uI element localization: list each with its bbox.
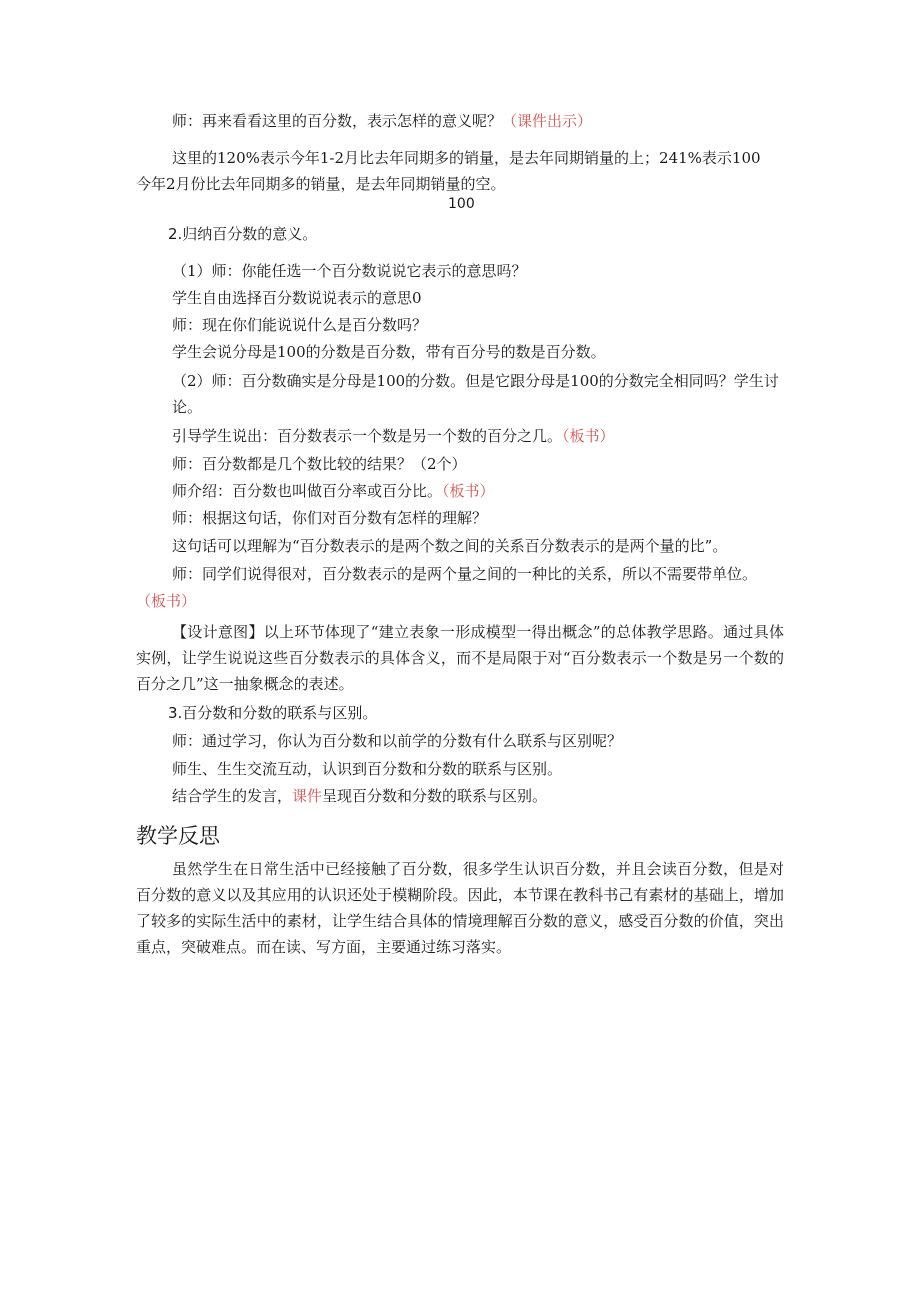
answer-2: 学生会说分母是100的分数是百分数，带有百分号的数是百分数。 <box>172 343 606 361</box>
question-2: 师：现在你们能说说什么是百分数吗？ <box>172 316 428 334</box>
note-courseware: （课件出示） <box>502 112 593 130</box>
teacher-intro: 师介绍：百分数也叫做百分率或百分比。（板书） <box>172 482 495 500</box>
note-board-1: （板书） <box>562 427 615 445</box>
answer-5: 这句话可以理解为“百分数表示的是两个数之间的关系百分数表示的是两个量的比”。 <box>172 537 728 555</box>
section-title-3: 3.百分数和分数的联系与区别。 <box>168 704 378 722</box>
question-7: 师：通过学习，你认为百分数和以前学的分数有什么联系与区别呢？ <box>172 732 623 750</box>
answer-1: 学生自由选择百分数说说表示的意思0 <box>172 289 422 307</box>
question-1: （1）师：你能任选一个百分数说说它表示的意思吗？ <box>172 262 527 280</box>
reflection-body: 虽然学生在日常生活中已经接触了百分数，很多学生认识百分数，并且会读百分数，但是对百分数的意义以及其应用的认识还处于模糊阶段。因此，本节课在教科书己有素材的基础上，增加了较多的实际生活中的素材，让学生结合具体的情境理解百分数的意义，感受百分数的价值，突出重点，突破难点。而在读、写方面，主要通过练习落实。 <box>136 860 784 956</box>
teacher-summary: 师：同学们说得很对，百分数表示的是两个量之间的一种比的关系，所以不需要带单位。 <box>172 565 758 583</box>
answer-7: 师生、生生交流互动，认识到百分数和分数的联系与区别。 <box>172 760 563 778</box>
courseware-statement: 结合学生的发言，课件呈现百分数和分数的联系与区别。 <box>172 787 548 805</box>
design-intent-paragraph: 【设计意图】以上环节体现了“建立表象一形成模型一得出概念”的总体教学思路。通过具体实例，让学生说说这些百分数表示的具体含义，而不是局限于对“百分数表示一个数是另一个数的百分之几”这一抽象概念的表述。 <box>136 623 784 693</box>
fraction-denominator: 100 <box>448 196 475 212</box>
paragraph-percent-explain-line1: 这里的120%表示今年1-2月比去年同期多的销量，是去年同期销量的上；241%表示100 <box>172 149 761 167</box>
question-4: 师：百分数都是几个数比较的结果？（2个） <box>172 455 467 473</box>
note-board-2: （板书） <box>442 482 495 500</box>
note-board-3: （板书） <box>136 592 197 610</box>
paragraph-percent-explain-line2: 今年2月份比去年同期多的销量，是去年同期销量的空。 <box>136 175 506 193</box>
paragraph-teacher-prompt: 师：再来看看这里的百分数，表示怎样的意义呢？（课件出示） <box>172 112 593 130</box>
reflection-heading: 教学反思 <box>136 824 220 848</box>
question-3-line2: 论。 <box>172 398 203 416</box>
question-5: 师：根据这句话，你们对百分数有怎样的理解？ <box>172 509 488 527</box>
guide-statement: 引导学生说出：百分数表示一个数是另一个数的百分之几。（板书） <box>172 427 615 445</box>
courseware-highlight: 课件 <box>292 787 323 805</box>
question-3-line1: （2）师：百分数确实是分母是100的分数。但是它跟分母是100的分数完全相同吗？学生讨 <box>172 372 779 390</box>
section-title-2: 2.归纳百分数的意义。 <box>168 225 318 243</box>
